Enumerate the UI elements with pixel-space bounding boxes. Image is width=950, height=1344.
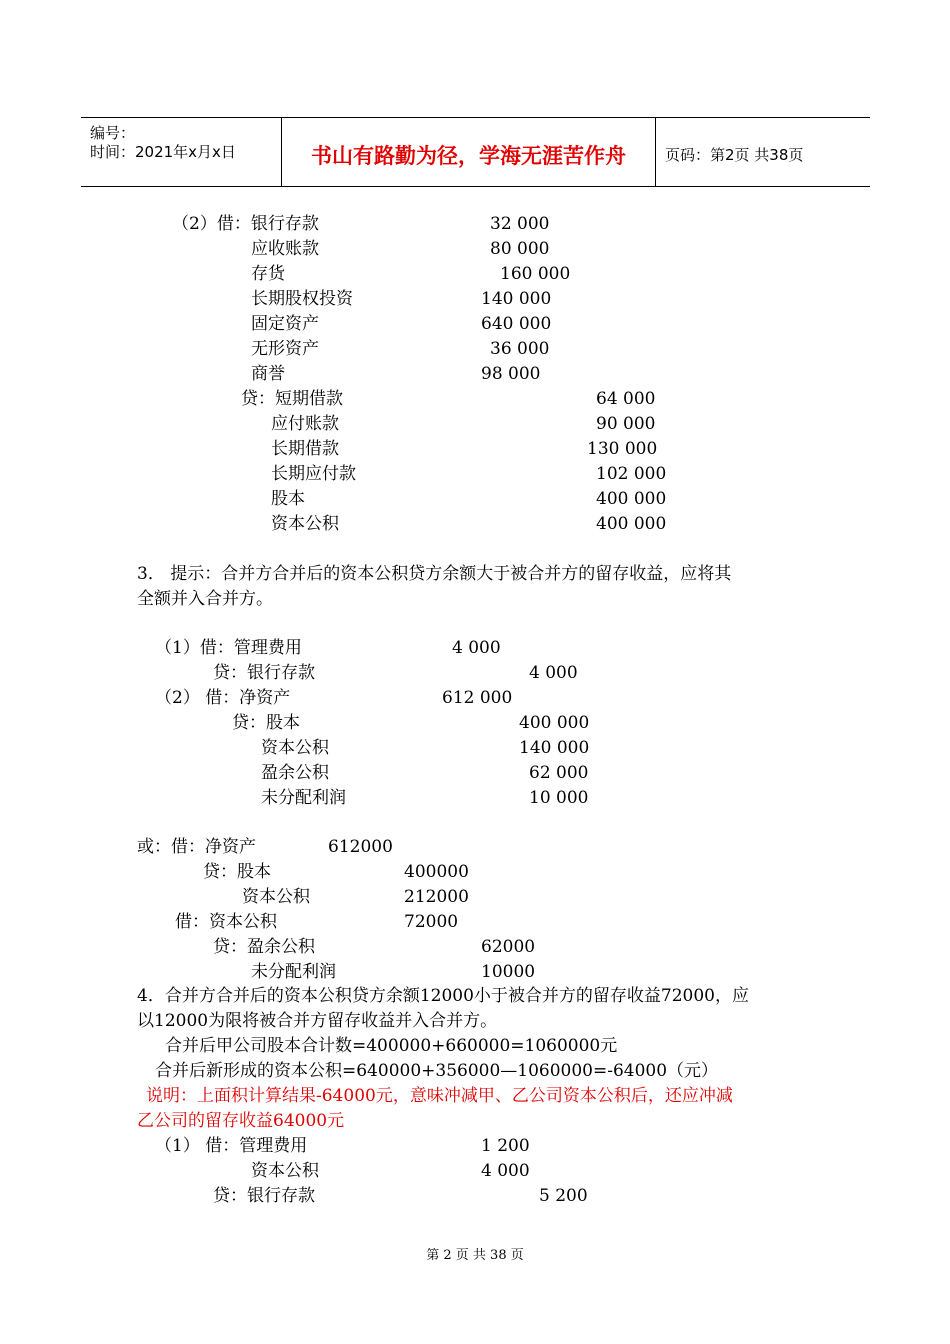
text-line: 3． 提示：合并方合并后的资本公积贷方余额大于被合并方的留存收益，应将其 (137, 564, 732, 584)
text-line: 4 000 (452, 638, 501, 658)
text-line: 72000 (404, 912, 459, 932)
text-line: 4 000 (529, 663, 578, 683)
text-line: 80 000 (490, 239, 550, 259)
text-line: 62000 (481, 937, 536, 957)
text-line: 贷：股本 (203, 862, 271, 882)
text-line: 4 000 (481, 1161, 530, 1181)
text-line: 400 000 (596, 514, 667, 534)
text-line: 贷：银行存款 (213, 663, 315, 683)
text-line: 未分配利润 (251, 962, 336, 982)
text-line: 应付账款 (271, 414, 339, 434)
text-line: 无形资产 (251, 339, 319, 359)
text-line: 说明：上面积计算结果-64000元，意味冲减甲、乙公司资本公积后，还应冲减 (146, 1086, 733, 1106)
text-line: 贷：盈余公积 (213, 937, 315, 957)
text-line: 贷：银行存款 (213, 1186, 315, 1206)
document-time-label: 时间：2021年x月x日 (90, 143, 236, 161)
text-line: 62 000 (529, 763, 589, 783)
text-line: 90 000 (596, 414, 656, 434)
text-line: （1）借：管理费用 (155, 638, 302, 658)
text-line: 400 000 (596, 489, 667, 509)
text-line: 长期应付款 (271, 464, 356, 484)
text-line: 160 000 (500, 264, 571, 284)
text-line: 640 000 (481, 314, 552, 334)
text-line: 612000 (328, 837, 393, 857)
header-motto: 书山有路勤为径，学海无涯苦作舟 (311, 144, 626, 168)
text-line: 存货 (251, 264, 285, 284)
text-line: 102 000 (596, 464, 667, 484)
text-line: 资本公积 (242, 887, 310, 907)
text-line: 130 000 (587, 439, 658, 459)
text-line: 400000 (404, 862, 469, 882)
text-line: 商誉 (251, 364, 285, 384)
text-line: 32 000 (490, 214, 550, 234)
header-page-number: 页码：第2页 共38页 (665, 146, 804, 164)
text-line: 贷：股本 (232, 713, 300, 733)
header-page-cell (656, 118, 870, 186)
text-line: 长期股权投资 (251, 289, 353, 309)
text-line: 贷：短期借款 (241, 389, 343, 409)
text-line: 合并后甲公司股本合计数=400000+660000=1060000元 (165, 1036, 618, 1056)
text-line: 股本 (271, 489, 305, 509)
text-line: 资本公积 (261, 738, 329, 758)
text-line: （1） 借：管理费用 (155, 1136, 308, 1156)
text-line: 长期借款 (271, 439, 339, 459)
text-line: 资本公积 (251, 1161, 319, 1181)
page-header (81, 117, 870, 187)
text-line: 10000 (481, 962, 536, 982)
header-motto-cell (282, 118, 656, 186)
text-line: 212000 (404, 887, 469, 907)
text-line: 或：借：净资产 (137, 837, 256, 857)
text-line: 140 000 (481, 289, 552, 309)
text-line: 5 200 (539, 1186, 588, 1206)
text-line: 64 000 (596, 389, 656, 409)
text-line: 应收账款 (251, 239, 319, 259)
text-line: 10 000 (529, 788, 589, 808)
text-line: 乙公司的留存收益64000元 (137, 1111, 345, 1131)
text-line: 固定资产 (251, 314, 319, 334)
text-line: 140 000 (519, 738, 590, 758)
text-line: 612 000 (442, 688, 513, 708)
text-line: 合并后新形成的资本公积=640000+356000—1060000=-64000（元） (155, 1061, 719, 1081)
text-line: 1 200 (481, 1136, 530, 1156)
text-line: 未分配利润 (261, 788, 346, 808)
text-line: 400 000 (519, 713, 590, 733)
text-line: 盈余公积 (261, 763, 329, 783)
page-footer: 第 2 页 共 38 页 (426, 1248, 524, 1263)
header-meta-cell (81, 118, 282, 186)
text-line: 资本公积 (271, 514, 339, 534)
text-line: 36 000 (490, 339, 550, 359)
text-line: （2） 借：净资产 (155, 688, 291, 708)
text-line: 全额并入合并方。 (137, 589, 273, 609)
text-line: （2）借：银行存款 (172, 214, 319, 234)
text-line: 4．合并方合并后的资本公积贷方余额12000小于被合并方的留存收益72000，应 (137, 986, 749, 1006)
text-line: 借：资本公积 (175, 912, 277, 932)
text-line: 98 000 (481, 364, 541, 384)
document-code-label: 编号： (90, 124, 136, 142)
text-line: 以12000为限将被合并方留存收益并入合并方。 (137, 1011, 498, 1031)
